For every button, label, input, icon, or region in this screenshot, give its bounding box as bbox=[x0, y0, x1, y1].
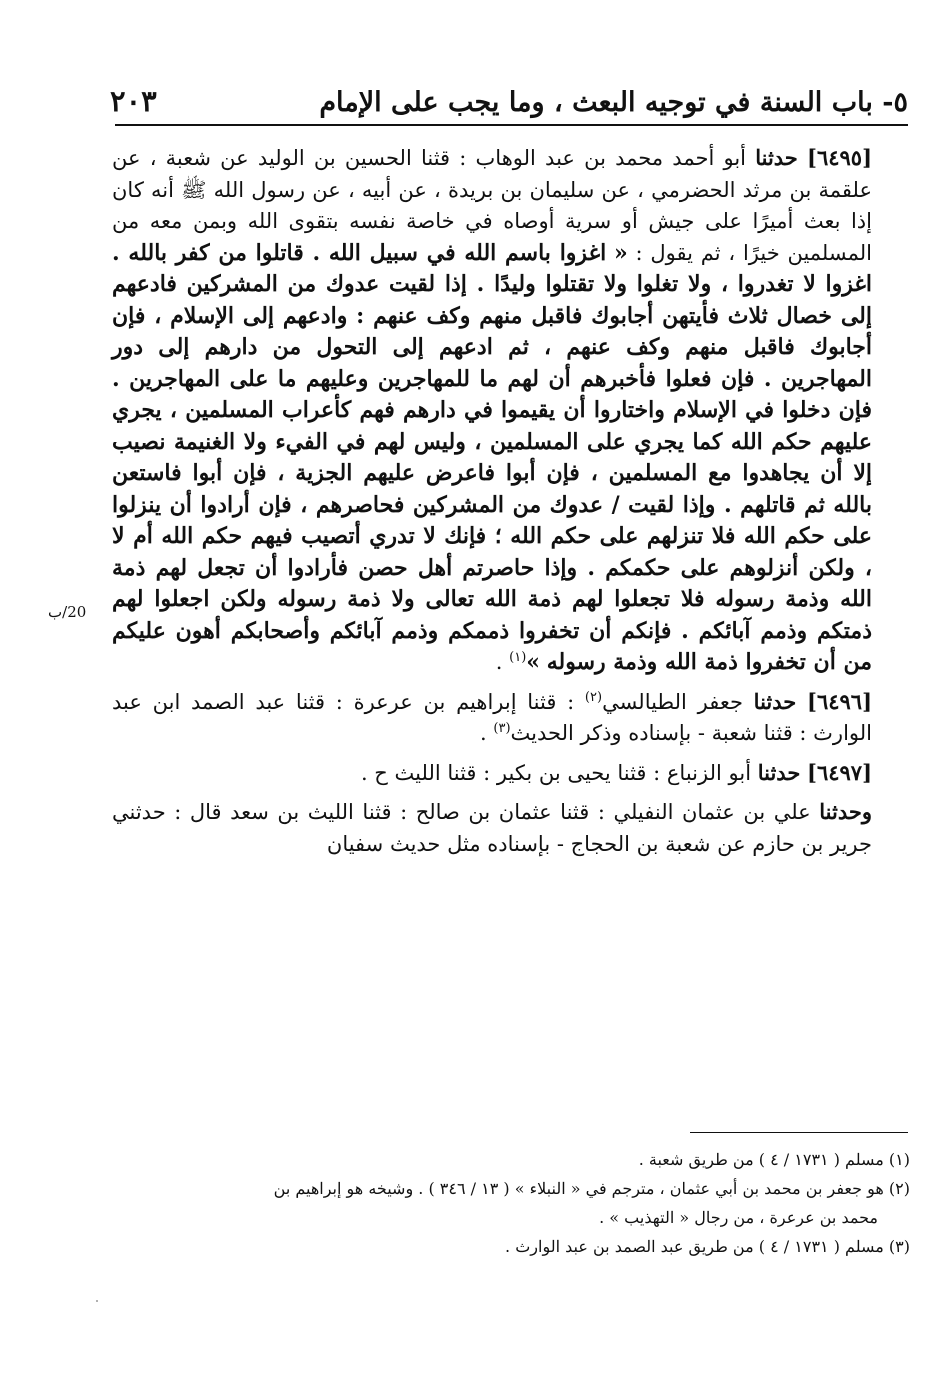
footnotes bbox=[112, 1145, 910, 1261]
hadith-6496 bbox=[112, 686, 910, 750]
quote-open: « bbox=[614, 239, 628, 266]
page-header bbox=[110, 78, 908, 118]
hadith-opening: حدثنا bbox=[753, 688, 797, 714]
page-number: ٢٠٣ bbox=[110, 84, 157, 118]
footnote-rule bbox=[690, 1132, 908, 1133]
hadith-ending: . bbox=[480, 721, 494, 745]
main-text bbox=[112, 142, 910, 860]
footnote-2: (٢) هو جعفر بن محمد بن أبي عثمان ، مترجم في « النبلاء » ( ١٣ / ٣٤٦ ) . وشيخه هو إبراهيم بن bbox=[273, 1179, 910, 1198]
footnote-3: (٣) مسلم ( ١٧٣١ / ٤ ) من طريق عبد الصمد بن عبد الوارث . bbox=[505, 1237, 910, 1256]
paragraph-gap bbox=[112, 789, 910, 796]
hadith-continuation bbox=[112, 796, 910, 860]
hadith-ending: . bbox=[495, 650, 510, 674]
page-speck bbox=[96, 1300, 98, 1302]
hadith-opening: وحدثنا bbox=[819, 799, 872, 824]
hadith-text: علي بن عثمان النفيلي : قثنا عثمان بن صالح : قثنا الليث بن سعد قال : حدثني جرير بن حازم عن شعبة بن الحجاج - بإسناده مثل حديث سفيان bbox=[112, 800, 872, 856]
header-rule bbox=[115, 124, 908, 126]
paragraph-gap bbox=[112, 679, 910, 686]
hadith-number: [٦٤٩٧] bbox=[807, 759, 872, 785]
footnote-ref: (٢) bbox=[584, 689, 603, 705]
hadith-opening: حدثنا bbox=[757, 759, 801, 785]
hadith-text: أبو الزنباع : قثنا يحيى بن بكير : قثنا الليث ح . bbox=[360, 760, 752, 785]
hadith-opening: حدثنا bbox=[755, 145, 798, 170]
manuscript-folio-marker: 20/ب bbox=[48, 603, 87, 621]
hadith-narrator: جعفر الطيالسي bbox=[602, 689, 743, 714]
footnote-ref: (١) bbox=[509, 650, 527, 665]
hadith-6495 bbox=[112, 142, 910, 679]
hadith-text: : قثنا إبراهيم بن عرعرة : قثنا عبد الصمد ابن عبد الوارث : قثنا شعبة - بإسناده وذكر الحديث bbox=[112, 689, 872, 745]
hadith-number: [٦٤٩٥] bbox=[807, 145, 872, 170]
hadith-matn: اغزوا باسم الله في سبيل الله . قاتلوا من كفر بالله . اغزوا لا تغدروا ، ولا تغلوا ولا تقتلوا وليدًا . إذا لقيت عدوك من المشركين فادعهم إلى خصال ثلاث فأيتهن أجابوك فاقبل منهم وكف عنهم : وادعهم إلى الإسلام ، فإن أجابوك فاقبل منهم وكف عنهم ، ثم ادعهم إلى التحول من دارهم إلى دور المهاجرين . فإن فعلوا فأخبرهم أن لهم ما للمهاجرين وعليهم ما على المهاجرين . فإن دخلوا في الإسلام واختاروا أن يقيموا في دارهم فهم كأعراب المسلمين ، يجري عليهم حكم الله كما يجري على المسلمين ، وليس لهم في الفيء ولا الغنيمة نصيب إلا أن يجاهدوا مع المسلمين ، فإن أبوا فاعرض عليهم الجزية ، فإن أبوا فاستعن بالله ثم قاتلهم . وإذا لقيت / عدوك من المشركين فحاصرهم ، فإن أرادوا أن ينزلوا على حكم الله فلا تنزلهم على حكم الله ؛ فإنك لا تدري أتصيب فيهم حكم الله أم لا ، ولكن أنزلوهم على حكمكم . وإذا حاصرتم أهل حصن فأرادوا أن تجعل لهم ذمة الله وذمة رسوله فلا تجعلوا لهم ذمة الله تعالى ولا ذمة رسوله ولكن اجعلوا لهم ذمتكم وذمم آبائكم . فإنكم أن تخفروا ذممكم وذمم آبائكم وأصحابكم أهون عليكم من أن تخفروا ذمة الله وذمة رسوله bbox=[112, 239, 872, 675]
paragraph-gap bbox=[112, 750, 910, 757]
hadith-isnad: أبو أحمد محمد بن عبد الوهاب : قثنا الحسين بن الوليد عن شعبة ، عن علقمة بن مرثد الحضرمي ، عن سليمان بن بريدة ، عن أبيه ، عن رسول الله ﷺ أنه كان إذا بعث أميرًا على جيش أو سرية أوصاه في خاصة نفسه بتقوى الله وبمن معه من المسلمين خيرًا ، ثم يقول : bbox=[112, 146, 873, 265]
hadith-number: [٦٤٩٦] bbox=[807, 688, 872, 714]
quote-close: » bbox=[526, 649, 541, 675]
footnote-2-continuation: محمد بن عرعرة ، من رجال « التهذيب » . bbox=[599, 1208, 878, 1227]
hadith-6497 bbox=[112, 757, 910, 790]
footnote-ref: (٣) bbox=[493, 721, 511, 736]
chapter-title: ٥- باب السنة في توجيه البعث ، وما يجب على الإمام bbox=[319, 87, 908, 118]
footnote-1: (١) مسلم ( ١٧٣١ / ٤ ) من طريق شعبة . bbox=[638, 1150, 910, 1169]
